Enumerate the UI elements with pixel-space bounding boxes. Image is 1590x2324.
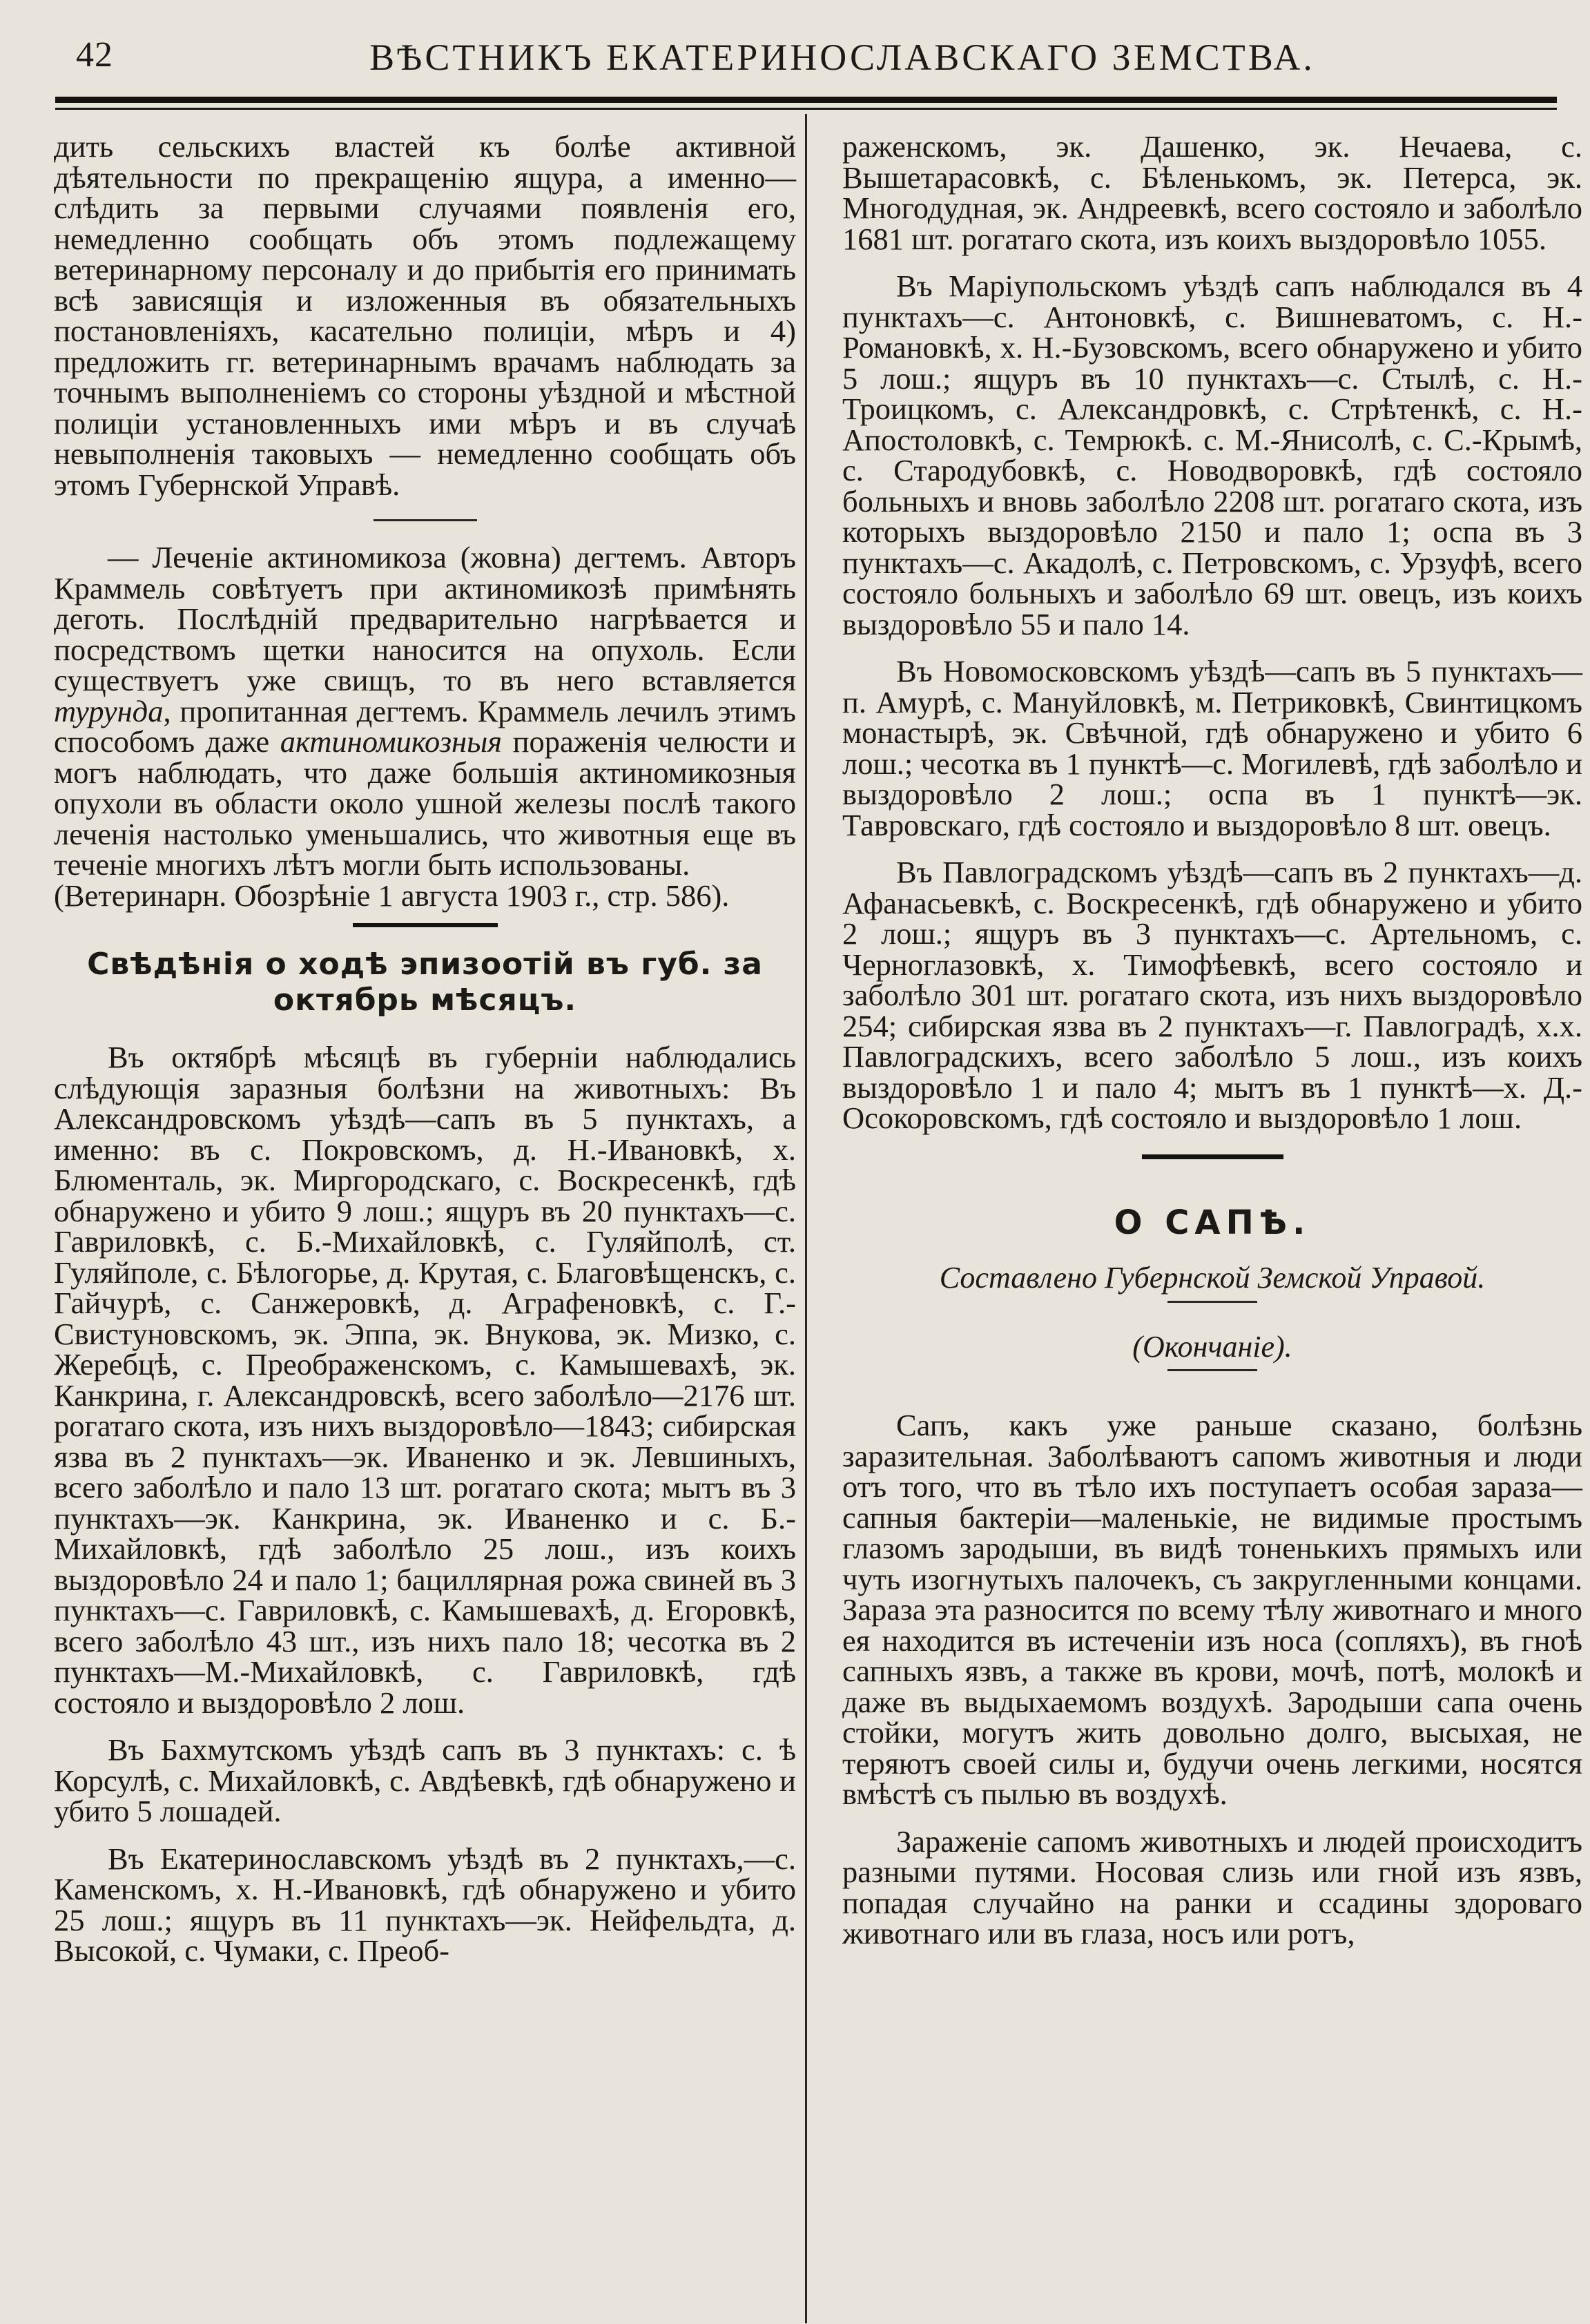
column-divider [805, 114, 807, 2323]
right-column [842, 131, 1582, 1949]
paragraph-police-measures: дить сельскихъ властей къ болѣе активной дѣятельности по прекращенію ящура, а именно—слѣдить за первыми случаями появленія его, немедленно сообщать объ этомъ подлежащему ветеринарному персоналу и до прибытія его принимать всѣ зависящія и изложенныя въ обязательныхъ постановленіяхъ, касательно полиціи, мѣръ и 4) предложить гг. ветеринарнымъ врачамъ наблюдать за точнымъ выполненіемъ со стороны уѣздной и мѣстной полиціи установленныхъ ими мѣръ и въ случаѣ невыполненія таковыхъ — немедленно сообщать объ этомъ Губернской Управѣ. [54, 129, 796, 502]
section-heading-epizootics: Свѣдѣнія о ходѣ эпизоотій въ губ. за октябрь мѣсяцъ. [87, 947, 763, 1018]
left-column [54, 131, 796, 1966]
section-rule [1142, 1154, 1283, 1159]
paragraph-sap-infection: Зараженіе сапомъ животныхъ и людей происходитъ разными путями. Носовая слизь или гной изъ язвъ, попадая случайно на ранки и ссадины здороваго животнаго или въ глаза, носъ или ротъ, [842, 1823, 1582, 1950]
header-rule-thick [55, 97, 1557, 103]
paragraph-continued: раженскомъ, эк. Дашенко, эк. Нечаева, с. Вышетарасовкѣ, с. Бѣленькомъ, эк. Петерса, эк. Многодудная, эк. Андреевкѣ, всего состояло и заболѣло 1681 шт. рогатаго скота, изъ коихъ выздоровѣло 1055. [842, 129, 1582, 256]
short-rule [1167, 1369, 1257, 1371]
paragraph-aleksandrovsk: Въ октябрѣ мѣсяцѣ въ губерніи наблюдались слѣдующія заразныя болѣзни на животныхъ: Въ Александровскомъ уѣздѣ—сапъ въ 5 пунктахъ, а именно: въ с. Покровскомъ, д. Н.-Ивановкѣ, х. Блюменталь, эк. Миргородскаго, с. Воскресенкѣ, гдѣ обнаружено и убито 9 лош.; ящуръ въ 20 пунктахъ—с. Гавриловкѣ, с. Б.-Михайловкѣ, с. Гуляйполѣ, ст. Гуляйполе, с. Бѣлогорье, д. Крутая, с. Благовѣщенскъ, с. Гайчурѣ, с. Санжеровкѣ, д. Аграфеновкѣ, с. Г.-Свистуновскомъ, эк. Эппа, эк. Внукова, эк. Мизко, с. Жеребцѣ, с. Преображенскомъ, с. Камышевахѣ, эк. Канкрина, г. Александровскѣ, всего заболѣло—2176 шт. рогатаго скота, изъ нихъ выздоровѣло—1843; сибирская язва въ 2 пунктахъ—эк. Иваненко и эк. Левшиныхъ, всего заболѣло и пало 13 шт. рогатаго скота; мытъ въ 3 пунктахъ—эк. Канкрина, эк. Иваненко и с. Б.-Михайловкѣ, гдѣ заболѣло 25 лош., изъ коихъ выздоровѣло 24 и пало 1; бациллярная рожа свиней въ 3 пунктахъ—с. Гавриловкѣ, с. Камышевахѣ, д. Егоровкѣ, всего заболѣло 43 шт., изъ нихъ пало 18; чесотка въ 2 пунктахъ—М.-Михайловкѣ, с. Гавриловкѣ, гдѣ состояло и выздоровѣло 2 лош. [54, 1040, 796, 1720]
short-rule [374, 519, 477, 521]
short-rule [1167, 1301, 1257, 1303]
journal-title: ВѢСТНИКЪ ЕКАТЕРИНОСЛАВСКАГО ЗЕМСТВА. [369, 37, 1315, 78]
paragraph-novomoskovsk: Въ Новомосковскомъ уѣздѣ—сапъ въ 5 пунктахъ—п. Амурѣ, с. Мануйловкѣ, м. Петриковкѣ, Свинтицкомъ монастырѣ, эк. Свѣчной, гдѣ обнаружено и убито 6 лош.; чесотка въ 1 пунктѣ—с. Могилевѣ, гдѣ заболѣло и выздоровѣло 2 лош.; оспа въ 1 пунктѣ—эк. Тавровскаго, гдѣ состояло и выздоровѣло 8 шт. овецъ. [842, 654, 1582, 842]
subtitle: Составлено Губернской Земской Управой. [939, 1261, 1486, 1295]
paragraph-mariupol: Въ Маріупольскомъ уѣздѣ сапъ наблюдался въ 4 пунктахъ—с. Антоновкѣ, с. Вишневатомъ, с. Н.-Романовкѣ, х. Н.-Бузовскомъ, всего обнаружено и убито 5 лош.; ящуръ въ 10 пунктахъ—с. Стылѣ, с. Н.-Троицкомъ, с. Александровкѣ, с. Стрѣтенкѣ, с. Н.-Апостоловкѣ, с. Темрюкѣ. с. М.-Янисолѣ, с. С.-Крымѣ, с. Стародубовкѣ, с. Новодворовкѣ, гдѣ состояло больныхъ и вновь заболѣло 2208 шт. рогатаго скота, изъ которыхъ выздоровѣло 2150 и пало 1; оспа въ 3 пунктахъ—с. Акадолѣ, с. Петровскомъ, с. Урзуфѣ, всего состояло больныхъ и заболѣло 69 шт. овецъ, изъ коихъ выздоровѣло 55 и пало 14. [842, 269, 1582, 641]
paragraph-pavlograd: Въ Павлоградскомъ уѣздѣ—сапъ въ 2 пунктахъ—д. Афанасьевкѣ, с. Воскресенкѣ, гдѣ обнаружено и убито 2 лош.; ящуръ въ 3 пунктахъ—с. Артельномъ, с. Черноглазовкѣ, х. Тимофѣевкѣ, всего состояло и заболѣло 301 шт. рогатаго скота, изъ нихъ выздоровѣло 254; сибирская язва въ 2 пунктахъ—г. Павлоградѣ, х.х. Павлоградскихъ, всего заболѣло 5 лош., изъ коихъ выздоровѣло 1 и пало 4; мытъ въ 1 пунктѣ—х. Д.-Осокоровскомъ, гдѣ состояло и выздоровѣло 1 лош. [842, 855, 1582, 1135]
ending-note: (Окончаніе). [1132, 1329, 1292, 1364]
header-rule-thin [55, 108, 1557, 110]
citation: (Ветеринарн. Обозрѣніе 1 августа 1903 г., стр. 586). [54, 878, 730, 913]
paragraph-bakhmut: Въ Бахмутскомъ уѣздѣ сапъ въ 3 пунктахъ: с. ѣ Корсулѣ, с. Михайловкѣ, с. Авдѣевкѣ, гдѣ обнаружено и убито 5 лошадей. [54, 1732, 796, 1828]
paragraph-ekaterinoslav: Въ Екатеринославскомъ уѣздѣ въ 2 пунктахъ,—с. Каменскомъ, х. Н.-Ивановкѣ, гдѣ обнаружено и убито 25 лош.; ящуръ въ 11 пунктахъ—эк. Нейфельдта, д. Высокой, с. Чумаки, с. Преоб- [54, 1841, 796, 1968]
page-number: 42 [76, 35, 113, 75]
paragraph-actinomycosis: — Леченіе актиномикоза (жовна) дегтемъ. Авторъ Краммель совѣтуетъ при актиномикозѣ примѣнять деготь. Послѣдній предварительно нагрѣвается и посредствомъ щетки наносится на опухоль. Если существуетъ уже свищъ, то въ него вставляется турунда, пропитанная дегтемъ. Краммель лечилъ этимъ способомъ даже актиномикозныя пораженія челюсти и могъ наблюдать, что даже большія актиномикозныя опухоли въ области около ушной железы послѣ такого леченія настолько уменьшались, что животныя еще въ теченіе многихъ лѣтъ могли быть использованы. [54, 540, 796, 882]
paragraph-sap-description: Сапъ, какъ уже раньше сказано, болѣзнь заразительная. Заболѣваютъ сапомъ животныя и люди отъ того, что въ тѣло ихъ поступаетъ особая зараза—сапныя бактеріи—маленькіе, не видимые простымъ глазомъ зародыши, въ видѣ тоненькихъ прямыхъ или чуть изогнутыхъ палочекъ, съ закругленными концами. Зараза эта разносится по всему тѣлу животнаго и много ея находится въ истеченіи изъ носа (сопляхъ), въ гноѣ сапныхъ язвъ, а также въ крови, мочѣ, потѣ, молокѣ и даже въ выдыхаемомъ воздухѣ. Зародыши сапа очень стойки, могутъ жить довольно долго, высыхая, не теряютъ своей силы и, будучи очень легкими, носятся вмѣстѣ съ пылью въ воздухѣ. [842, 1408, 1582, 1811]
section-title-sap: О САПѢ. [1114, 1203, 1311, 1242]
section-rule [353, 923, 498, 927]
